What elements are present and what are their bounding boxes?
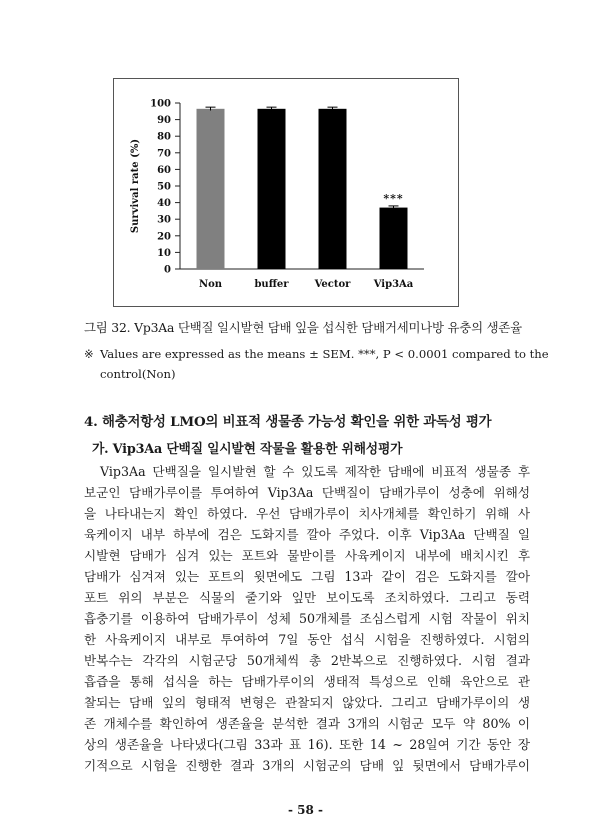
y-tick-label: 40 bbox=[157, 198, 171, 210]
figure-note-line1 bbox=[84, 344, 549, 364]
body-line: 한 사육케이지 내부로 투여하여 7일 동안 섭식 시험을 진행하였다. 시험의 bbox=[84, 632, 530, 647]
section-subheading: 가. Vip3Aa 단백질 일시발현 작물을 활용한 위해성평가 bbox=[92, 442, 403, 457]
x-tick-label: Non bbox=[198, 279, 223, 290]
section-heading: 4. 해충저항성 LMO의 비표적 생물종 가능성 확인을 위한 과독성 평가 bbox=[84, 414, 492, 430]
body-line: 기적으로 시험을 진행한 결과 3개의 시험군의 담배 잎 뒷면에서 담배가루이 bbox=[84, 758, 530, 773]
y-tick-label: 90 bbox=[157, 115, 171, 127]
x-tick-label: Vip3Aa bbox=[373, 279, 414, 290]
significance-label: *** bbox=[383, 191, 404, 205]
figure-caption: 그림 32. Vp3Aa 단백질 일시발현 담배 잎을 섭식한 담배거세미나방 유충의 생존율 bbox=[84, 320, 522, 335]
y-tick-label: 30 bbox=[157, 214, 171, 226]
y-tick-label: 0 bbox=[164, 264, 171, 276]
body-line: 시발현 담배가 심겨 있는 포트와 물받이를 사육케이지 내부에 배치시킨 후 bbox=[84, 548, 530, 563]
body-line: 을 나타내는지 확인 하였다. 우선 담배가루이 치사개체를 확인하기 위해 사 bbox=[84, 506, 530, 521]
x-tick-label: buffer bbox=[254, 279, 289, 290]
body-line: 상의 생존율을 나타냈다(그림 33과 표 16). 또한 14 ~ 28일여 기간 동안 장 bbox=[84, 737, 530, 752]
x-tick-label: Vector bbox=[314, 279, 351, 290]
body-paragraph bbox=[84, 461, 530, 776]
bar-vip3aa bbox=[380, 208, 408, 269]
page-number: - 58 - bbox=[287, 803, 323, 817]
body-line: 찰되는 담배 잎의 형태적 변형은 관찰되지 않았다. 그리고 담배가루이의 생 bbox=[84, 695, 530, 710]
y-tick-label: 60 bbox=[157, 164, 171, 176]
body-line: 반복수는 각각의 시험군당 50개체씩 총 2반복으로 진행하였다. 시험 결과 bbox=[84, 653, 530, 668]
body-line: 흡충기를 이용하여 담배가루이 성체 50개체를 조심스럽게 시험 작물이 위치 bbox=[84, 611, 530, 626]
y-axis-title: Survival rate (%) bbox=[130, 138, 141, 234]
body-line: 존 개체수를 확인하여 생존율을 분석한 결과 3개의 시험군 모두 약 80% 이 bbox=[84, 716, 530, 731]
y-tick-label: 100 bbox=[150, 98, 171, 110]
body-line: 흡즙을 통해 섭식을 하는 담배가루이의 생태적 특성으로 인해 육안으로 관 bbox=[84, 674, 530, 689]
figure-note bbox=[84, 344, 549, 384]
body-line: Vip3Aa 단백질을 일시발현 할 수 있도록 제작한 담배에 비표적 생물종 후 bbox=[100, 464, 530, 479]
y-tick-label: 70 bbox=[157, 148, 171, 160]
y-tick-label: 20 bbox=[157, 231, 171, 243]
note-mark: ※ bbox=[84, 347, 94, 361]
y-tick-label: 80 bbox=[157, 131, 171, 143]
body-line: 육케이지 내부 하부에 검은 도화지를 깔아 주었다. 이후 Vip3Aa 단백질 일 bbox=[84, 527, 530, 542]
body-line: 포트 위의 부분은 식물의 줄기와 잎만 보이도록 조치하였다. 그리고 동력 bbox=[84, 590, 530, 605]
bar-vector bbox=[319, 109, 347, 269]
note-text-line2: control(Non) bbox=[100, 367, 176, 381]
y-tick-label: 10 bbox=[157, 247, 171, 259]
survival-rate-bar-chart bbox=[114, 79, 458, 306]
body-line: 담배가 심겨져 있는 포트의 윗면에도 그림 13과 같이 검은 도화지를 깔아 bbox=[84, 569, 530, 584]
figure-frame bbox=[113, 78, 459, 307]
bar-non bbox=[197, 109, 225, 269]
bar-buffer bbox=[258, 109, 286, 269]
body-line: 보군인 담배가루이를 투여하여 Vip3Aa 단백질이 담배가루이 성충에 위해성 bbox=[84, 485, 530, 500]
y-tick-label: 50 bbox=[157, 181, 171, 193]
note-text-line1: Values are expressed as the means ± SEM. ***, P < 0.0001 compared to the bbox=[100, 347, 549, 361]
